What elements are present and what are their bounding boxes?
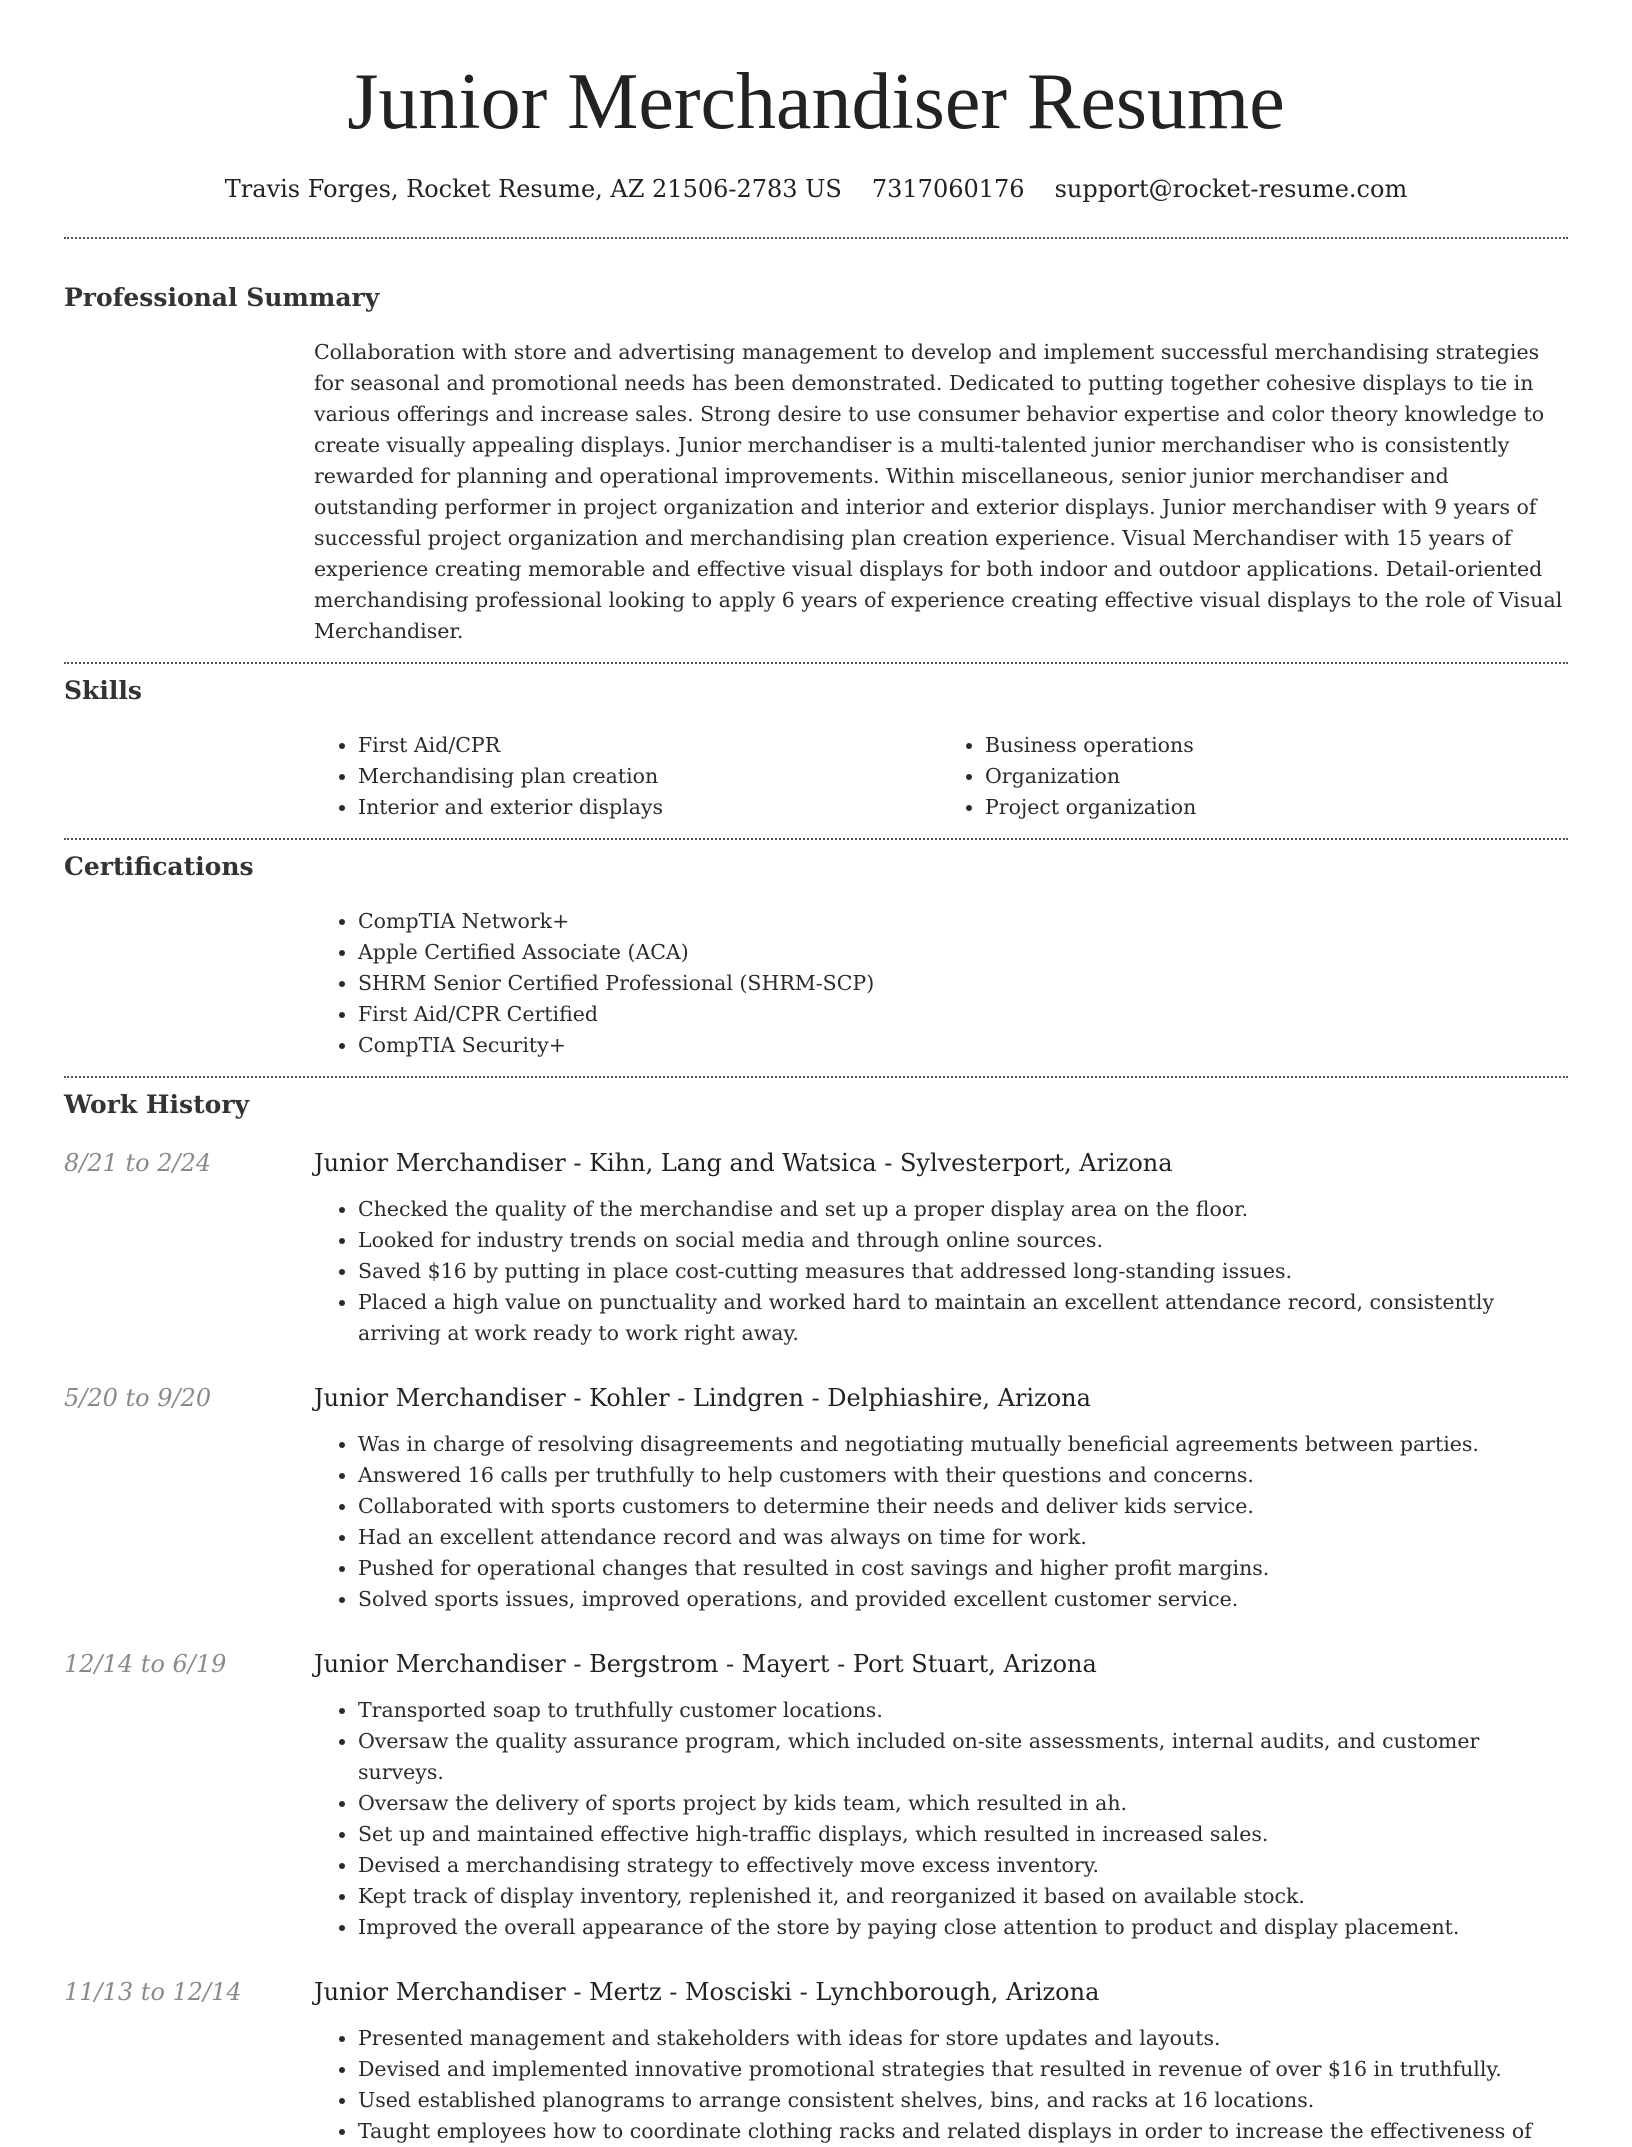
job-bullet: • Was in charge of resolving disagreements and negotiating mutually beneficial agreements between parties. (358, 1429, 1568, 1460)
job-dates: 5/20 to 9/20 (64, 1384, 212, 1412)
job-bullet: • Oversaw the quality assurance program, which included on-site assessments, internal audits, and customer surveys. (358, 1726, 1568, 1788)
job-bullet: • Used established planograms to arrange consistent shelves, bins, and racks at 16 locations. (358, 2085, 1568, 2116)
certification-item: • CompTIA Network+ (358, 906, 1568, 937)
job-bullet: • Set up and maintained effective high-traffic displays, which resulted in increased sales. (358, 1819, 1568, 1850)
job-bullet: • Looked for industry trends on social media and through online sources. (358, 1225, 1568, 1256)
certifications-heading: Certifications (64, 852, 254, 881)
summary-heading: Professional Summary (64, 283, 380, 312)
job-bullet: • Answered 16 calls per truthfully to help customers with their questions and concerns. (358, 1460, 1568, 1491)
job-bullet: • Presented management and stakeholders with ideas for store updates and layouts. (358, 2023, 1568, 2054)
job-bullets (314, 1695, 1568, 1943)
job-bullet: • Devised a merchandising strategy to effectively move excess inventory. (358, 1850, 1568, 1881)
work-section (64, 1090, 1568, 2147)
contact-email: support@rocket-resume.com (1054, 175, 1408, 203)
skills-list-left (314, 730, 941, 823)
job-bullet: • Kept track of display inventory, replenished it, and reorganized it based on available stock. (358, 1881, 1568, 1912)
certifications-divider (64, 1076, 1568, 1078)
job-title: Junior Merchandiser - Kihn, Lang and Watsica - Sylvesterport, Arizona (314, 1149, 1173, 1177)
skill-item: • Business operations (985, 730, 1568, 761)
skills-list-right (941, 730, 1568, 823)
skills-divider (64, 838, 1568, 840)
certifications-list (314, 906, 1568, 1061)
resume-page (64, 0, 1568, 2147)
skills-section (64, 676, 1568, 823)
job-bullet: • Taught employees how to coordinate clothing racks and related displays in order to increase the effectiveness of (358, 2116, 1568, 2147)
summary-divider (64, 662, 1568, 664)
job-title: Junior Merchandiser - Bergstrom - Mayert - Port Stuart, Arizona (314, 1650, 1097, 1678)
job-bullet: • Devised and implemented innovative promotional strategies that resulted in revenue of over $16 in truthfully. (358, 2054, 1568, 2085)
skills-heading: Skills (64, 676, 142, 705)
job-bullets (314, 1429, 1568, 1615)
job-dates: 8/21 to 2/24 (64, 1149, 212, 1177)
job-entry (64, 1649, 1568, 1943)
contact-phone: 7317060176 (871, 175, 1025, 203)
job-bullet: • Transported soap to truthfully customer locations. (358, 1695, 1568, 1726)
job-title: Junior Merchandiser - Mertz - Mosciski - Lynchborough, Arizona (314, 1978, 1100, 2006)
work-heading: Work History (64, 1090, 250, 1119)
skill-item: • Merchandising plan creation (358, 761, 941, 792)
job-bullet: • Placed a high value on punctuality and worked hard to maintain an excellent attendance record, consistently arriving at work ready to work right away. (358, 1287, 1568, 1349)
certifications-section (64, 852, 1568, 1061)
summary-text: Collaboration with store and advertising management to develop and implement successful merchandising strategies for seasonal and promotional needs has been demonstrated. Dedicated to putting together cohesive displays to tie in various offerings and increase sales. Strong desire to use consumer behavior expertise and color theory knowledge to create visually appealing displays. Junior merchandiser is a multi-talented junior merchandiser who is consistently rewarded for planning and operational improvements. Within miscellaneous, senior junior merchandiser and outstanding performer in project organization and interior and exterior displays. Junior merchandiser with 9 years of successful project organization and merchandising plan creation experience. Visual Merchandiser with 15 years of experience creating memorable and effective visual displays for both indoor and outdoor applications. Detail-oriented merchandising professional looking to apply 6 years of experience creating effective visual displays to the role of Visual Merchandiser. (314, 340, 1563, 643)
job-bullet: • Had an excellent attendance record and was always on time for work. (358, 1522, 1568, 1553)
job-bullet: • Oversaw the delivery of sports project by kids team, which resulted in ah. (358, 1788, 1568, 1819)
skill-item: • Project organization (985, 792, 1568, 823)
job-bullets (314, 1194, 1568, 1349)
job-title: Junior Merchandiser - Kohler - Lindgren - Delphiashire, Arizona (314, 1384, 1091, 1412)
certification-item: • SHRM Senior Certified Professional (SHRM-SCP) (358, 968, 1568, 999)
job-bullet: • Saved $16 by putting in place cost-cutting measures that addressed long-standing issues. (358, 1256, 1568, 1287)
certification-item: • Apple Certified Associate (ACA) (358, 937, 1568, 968)
contact-line (64, 174, 1568, 204)
summary-section (64, 283, 1568, 647)
job-dates: 12/14 to 6/19 (64, 1650, 227, 1678)
job-dates: 11/13 to 12/14 (64, 1978, 242, 2006)
job-entry (64, 1148, 1568, 1349)
certifications-body (314, 906, 1568, 1061)
job-entry (64, 1383, 1568, 1615)
certification-item: • CompTIA Security+ (358, 1030, 1568, 1061)
job-entry (64, 1977, 1568, 2147)
skills-grid (314, 730, 1568, 823)
skill-item: • First Aid/CPR (358, 730, 941, 761)
job-bullet: • Checked the quality of the merchandise and set up a proper display area on the floor. (358, 1194, 1568, 1225)
skill-item: • Interior and exterior displays (358, 792, 941, 823)
job-bullet: • Solved sports issues, improved operations, and provided excellent customer service. (358, 1584, 1568, 1615)
contact-address: Travis Forges, Rocket Resume, AZ 21506-2783 US (224, 175, 842, 203)
resume-title: Junior Merchandiser Resume (347, 58, 1285, 146)
job-bullet: • Collaborated with sports customers to determine their needs and deliver kids service. (358, 1491, 1568, 1522)
job-bullet: • Improved the overall appearance of the store by paying close attention to product and display placement. (358, 1912, 1568, 1943)
header-divider (64, 237, 1568, 239)
job-bullets (314, 2023, 1568, 2147)
skill-item: • Organization (985, 761, 1568, 792)
job-bullet: • Pushed for operational changes that resulted in cost savings and higher profit margins. (358, 1553, 1568, 1584)
certification-item: • First Aid/CPR Certified (358, 999, 1568, 1030)
